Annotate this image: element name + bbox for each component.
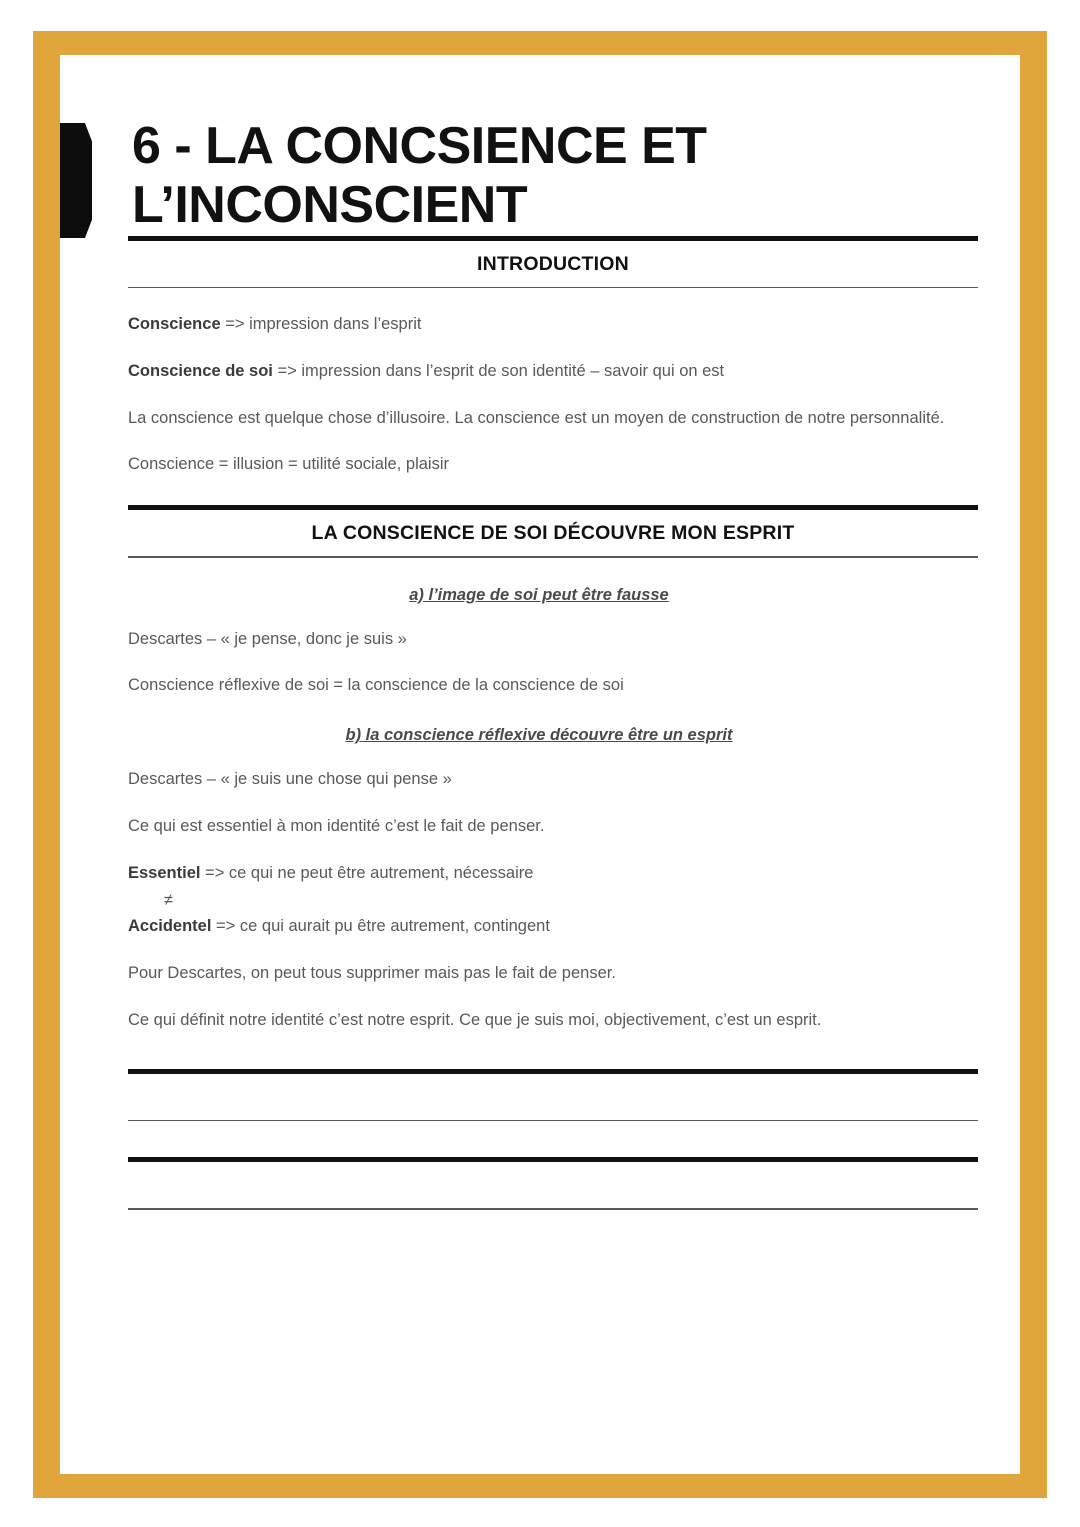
section-introduction bbox=[60, 236, 1020, 506]
paragraph bbox=[128, 814, 950, 839]
paragraph-text: Conscience = illusion = utilité sociale, plaisir bbox=[128, 455, 449, 474]
section-conscience-de-soi bbox=[60, 505, 1020, 1069]
paragraph bbox=[128, 627, 950, 652]
page-sheet bbox=[60, 55, 1020, 1474]
section-empty-1 bbox=[60, 1069, 1020, 1158]
paragraph bbox=[128, 673, 950, 698]
subsection-heading: b) la conscience réflexive découvre être un esprit bbox=[345, 726, 733, 745]
paragraph bbox=[128, 767, 950, 792]
paragraph bbox=[128, 312, 950, 337]
title-block bbox=[60, 117, 1020, 236]
paragraph-text: La conscience est quelque chose d’illusoire. La conscience est un moyen de construction de notre personnalité. bbox=[128, 408, 945, 427]
term-label: Conscience bbox=[128, 315, 221, 334]
subsection-heading: a) l’image de soi peut être fausse bbox=[409, 585, 669, 604]
section-rule-thin bbox=[128, 287, 978, 289]
paragraph bbox=[128, 914, 950, 939]
paragraph bbox=[128, 452, 950, 477]
paragraph-text: Ce qui définit notre identité c’est notre esprit. Ce que je suis moi, objectivement, c’est un esprit. bbox=[128, 1010, 822, 1029]
paragraph bbox=[128, 961, 950, 986]
section-heading: INTRODUCTION bbox=[477, 252, 629, 275]
page-border-frame bbox=[33, 31, 1047, 1498]
section-body bbox=[60, 586, 1020, 1033]
paragraph-text: Conscience réflexive de soi = la conscience de la conscience de soi bbox=[128, 676, 624, 695]
paragraph bbox=[128, 359, 950, 384]
term-label: Essentiel bbox=[128, 863, 201, 882]
paragraph-text: => impression dans l’esprit de son identité – savoir qui on est bbox=[272, 361, 725, 380]
term-label: Conscience de soi bbox=[128, 361, 273, 380]
section-heading: LA CONSCIENCE DE SOI DÉCOUVRE MON ESPRIT bbox=[311, 522, 795, 545]
page-title: 6 - LA CONCSIENCE ET L’INCONSCIENT bbox=[132, 117, 707, 235]
section-rule-thin bbox=[128, 1208, 978, 1210]
paragraph bbox=[128, 1008, 950, 1033]
section-heading bbox=[128, 1162, 978, 1208]
section-heading bbox=[128, 1074, 978, 1120]
paragraph-text: Pour Descartes, on peut tous supprimer mais pas le fait de penser. bbox=[128, 964, 616, 983]
paragraph-text: Descartes – « je pense, donc je suis » bbox=[128, 629, 407, 648]
paragraph-text: => impression dans l’esprit bbox=[220, 315, 422, 334]
term-label: Accidentel bbox=[128, 917, 212, 936]
paragraph bbox=[128, 406, 950, 431]
section-empty-2 bbox=[60, 1157, 1020, 1210]
section-body bbox=[60, 312, 1020, 477]
not-equal-symbol: ≠ bbox=[164, 891, 174, 910]
paragraph-text: Descartes – « je suis une chose qui pense » bbox=[128, 770, 452, 789]
paragraph-text: => ce qui aurait pu être autrement, contingent bbox=[211, 917, 550, 936]
paragraph-text: => ce qui ne peut être autrement, nécessaire bbox=[200, 863, 534, 882]
section-rule-thin bbox=[128, 556, 978, 558]
paragraph bbox=[128, 861, 950, 886]
title-marker-icon bbox=[60, 123, 92, 238]
paragraph-text: Ce qui est essentiel à mon identité c’est le fait de penser. bbox=[128, 816, 545, 835]
